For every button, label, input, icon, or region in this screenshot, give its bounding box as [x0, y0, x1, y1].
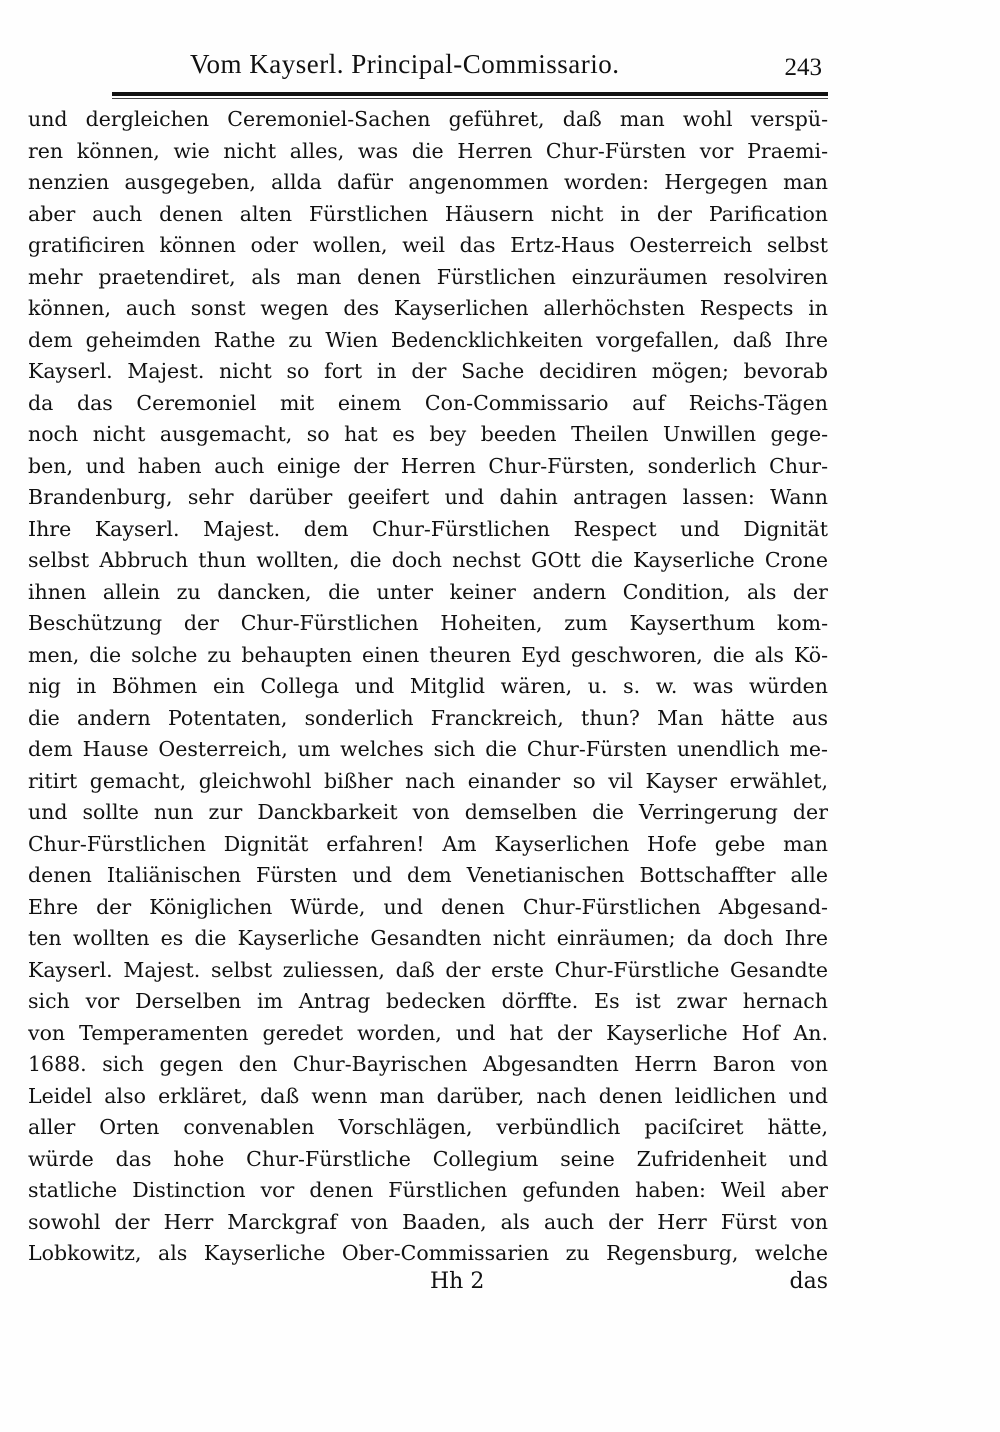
text-line: Kayserl. Majest. selbst zuliessen, daß der erste Chur-Fürstliche Gesandte: [28, 957, 828, 982]
text-line: da das Ceremoniel mit einem Con-Commissario auf Reichs-Tägen: [28, 390, 828, 415]
text-line: ihnen allein zu dancken, die unter keiner andern Condition, als der: [28, 579, 828, 604]
text-line: Leidel also erkläret, daß wenn man darüber, nach denen leidlichen und: [28, 1083, 828, 1108]
running-head: [190, 42, 830, 86]
header-rule: [112, 92, 828, 96]
text-line: sowohl der Herr Marckgraf von Baaden, als auch der Herr Fürst von: [28, 1209, 828, 1234]
text-line: nig in Böhmen ein Collega und Mitglid wären, u. s. w. was würden: [28, 674, 828, 698]
header-rule-thin: [112, 98, 828, 99]
text-line: Ehre der Königlichen Würde, und denen Chur-Fürstlichen Abgesand-: [28, 894, 828, 919]
text-line: selbst Abbruch thun wollten, die doch nechst GOtt die Kayserliche Crone: [28, 548, 828, 572]
catchword: das: [789, 1269, 828, 1294]
text-line: ten wollten es die Kayserliche Gesandten nicht einräumen; da doch Ihre: [28, 926, 828, 950]
text-line: von Temperamenten geredet worden, und hat der Kayserliche Hof An.: [28, 1020, 828, 1045]
running-title: Vom Kayserl. Principal-Commissario.: [190, 49, 620, 79]
body-text: [28, 104, 828, 1270]
text-line: denen Italiänischen Fürsten und dem Venetianischen Bottschaffter alle: [28, 863, 828, 887]
text-line: und dergleichen Ceremoniel-Sachen geführet, daß man wohl verspü-: [28, 107, 828, 131]
text-line: men, die solche zu behaupten einen theuren Eyd geschworen, die als Kö-: [28, 642, 828, 667]
text-line: mehr praetendiret, als man denen Fürstlichen einzuräumen resolviren: [28, 264, 828, 289]
text-line: Brandenburg, sehr darüber geeifert und dahin antragen lassen: Wann: [28, 485, 828, 509]
text-line: 1688. sich gegen den Chur-Bayrischen Abgesandten Herrn Baron von: [28, 1052, 828, 1076]
text-line: Ihre Kayserl. Majest. dem Chur-Fürstlichen Respect und Dignität: [28, 516, 828, 541]
text-line: die andern Potentaten, sonderlich Franckreich, thun? Man hätte aus: [28, 705, 828, 730]
page-footer: [28, 1262, 828, 1302]
text-line: Lobkowitz, als Kayserliche Ober-Commissarien zu Regensburg, welche: [28, 1241, 828, 1265]
signature-mark: Hh 2: [430, 1269, 485, 1294]
text-line: Kayserl. Majest. nicht so fort in der Sache decidiren mögen; bevorab: [28, 359, 828, 383]
text-line: Beschützung der Chur-Fürstlichen Hoheiten, zum Kayserthum kom-: [28, 611, 828, 635]
text-line: gratificiren können oder wollen, weil das Ertz-Haus Oesterreich selbst: [28, 233, 828, 257]
text-line: dem geheimden Rathe zu Wien Bedencklichkeiten vorgefallen, daß Ihre: [28, 327, 828, 352]
text-line: Chur-Fürstlichen Dignität erfahren! Am Kayserlichen Hofe gebe man: [28, 831, 828, 856]
text-line: ritirt gemacht, gleichwohl bißher nach einander so vil Kayser erwählet,: [28, 768, 828, 793]
text-line: würde das hohe Chur-Fürstliche Collegium seine Zufridenheit und: [28, 1146, 828, 1171]
text-line: statliche Distinction vor denen Fürstlichen gefunden haben: Weil aber: [28, 1178, 828, 1202]
text-line: aller Orten convenablen Vorschlägen, verbündlich paciſciret hätte,: [28, 1115, 828, 1139]
text-line: ren können, wie nicht alles, was die Herren Chur-Fürsten vor Praemi-: [28, 138, 828, 163]
page-number: 243: [784, 54, 822, 81]
text-line: ben, und haben auch einige der Herren Chur-Fürsten, sonderlich Chur-: [28, 453, 828, 478]
text-line: aber auch denen alten Fürstlichen Häusern nicht in der Parification: [28, 201, 828, 226]
text-line: und sollte nun zur Danckbarkeit von demselben die Verringerung der: [28, 800, 828, 824]
text-line: noch nicht ausgemacht, so hat es bey beeden Theilen Unwillen gege-: [28, 422, 828, 446]
text-line: sich vor Derselben im Antrag bedecken dörffte. Es ist zwar hernach: [28, 989, 828, 1013]
text-line: dem Hause Oesterreich, um welches sich die Chur-Fürsten unendlich me-: [28, 737, 828, 761]
text-line: können, auch sonst wegen des Kayserlichen allerhöchsten Respects in: [28, 296, 828, 320]
text-line: nenzien ausgegeben, allda dafür angenommen worden: Hergegen man: [28, 170, 828, 194]
